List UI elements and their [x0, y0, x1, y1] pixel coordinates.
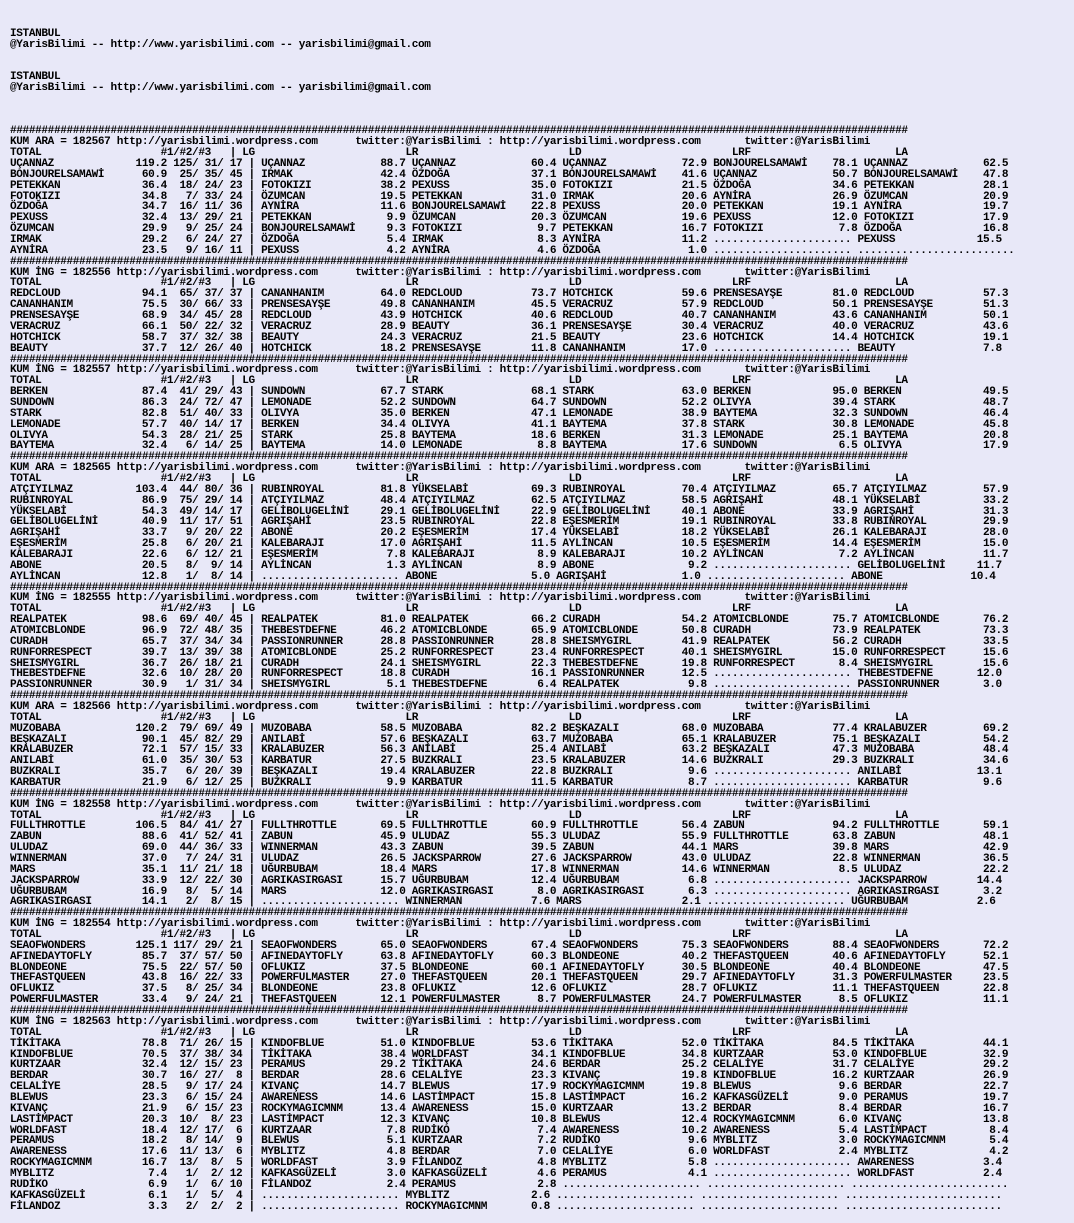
- report-line: IRMAK 29.2 6/ 24/ 27 | ÖZDOĞA 5.4 IRMAK 8.3 AYNİRA 11.2 ...................... PEXUSS 15.5: [10, 234, 1002, 247]
- report-line: ###############################################################################################################################################: [10, 581, 908, 594]
- report-line: UĞURBUBAM 16.9 8/ 5/ 14 | MARS 12.0 AGRIKASIRGASI 8.0 AGRIKASIRGASI 6.3 ...................... AGRIKASIRGASI 3.2: [10, 885, 1002, 898]
- report-line: AGRIŞAHİ 33.7 9/ 20/ 22 | ABONE 20.2 EŞESMERİM 17.4 YÜKSELABİ 18.2 YÜKSELABİ 26.1 KALEBARAJI 28.0: [10, 527, 1009, 540]
- race-tables: [10, 126, 1074, 1212]
- report-line: BERKEN 87.4 41/ 29/ 43 | SUNDOWN 67.7 STARK 68.1 STARK 63.0 BERKEN 95.0 BERKEN 49.5: [10, 386, 1009, 399]
- report-line: KINDOFBLUE 70.5 37/ 38/ 34 | TİKİTAKA 38.4 WORLDFAST 34.1 KINDOFBLUE 34.8 KURTZAAR 53.0 KINDOFBLUE 32.9: [10, 1048, 1009, 1061]
- report-line: CELALİYE 28.5 9/ 17/ 24 | KIVANÇ 14.7 BLEWUS 17.9 ROCKYMAGICMNM 19.8 BLEWUS 9.6 BERDAR 22.7: [10, 1081, 1009, 1094]
- report-line: BLEWUS 23.3 6/ 15/ 24 | AWARENESS 14.6 LASTİMPACT 15.8 LASTİMPACT 16.2 KAFKASGÜZELİ 9.0 PERAMUS 19.7: [10, 1091, 1009, 1104]
- report-line: PERAMUS 18.2 8/ 14/ 9 | BLEWUS 5.1 KURTZAAR 7.2 RUDİKO 9.6 MYBLITZ 3.0 ROCKYMAGICMNM 5.4: [10, 1135, 1009, 1148]
- report-line: AWARENESS 17.6 11/ 13/ 6 | MYBLITZ 4.8 BERDAR 7.0 CELALİYE 6.0 WORLDFAST 2.4 MYBLITZ 4.2: [10, 1146, 1009, 1159]
- report-line: TOTAL #1/#2/#3 | LG LR LD LRF LA: [10, 147, 908, 160]
- report-line: TOTAL #1/#2/#3 | LG LR LD LRF LA: [10, 1026, 908, 1039]
- report-line: BLONDEONE 75.5 22/ 57/ 50 | OFLUKIZ 37.5 BLONDEONE 60.1 AFINEDAYTOFLY 30.5 BLONDEONE 40.4 BLONDEONE 47.5: [10, 961, 1009, 974]
- report-line: BUZKRALI 35.7 6/ 20/ 39 | BEŞKAZALI 19.4 KRALABUZER 22.8 BUZKRALI 9.6 ...................... ANILABİ 13.1: [10, 766, 1002, 779]
- header-line: [10, 94, 1074, 105]
- report-line: HOTCHICK 58.7 37/ 32/ 38 | BEAUTY 24.3 VERACRUZ 21.5 BEAUTY 23.6 HOTCHICK 14.4 HOTCHICK 19.1: [10, 331, 1009, 344]
- report-line: MYBLITZ 7.4 1/ 2/ 12 | KAFKASGÜZELİ 3.0 KAFKASGÜZELİ 4.6 PERAMUS 4.1 ...................... WORLDFAST 2.4: [10, 1167, 1002, 1180]
- report-line: FİLANDOZ 3.3 2/ 2/ 2 | ...................... ROCKYMAGICMNM 0.8 ...................... ...................... .........................: [10, 1200, 1002, 1213]
- header-line: [10, 50, 1074, 61]
- report-line: TOTAL #1/#2/#3 | LG LR LD LRF LA: [10, 472, 908, 485]
- header-line: ISTANBUL: [10, 27, 61, 40]
- header-line: @YarisBilimi -- http://www.yarisbilimi.com -- yarisbilimi@gmail.com: [10, 82, 431, 95]
- report-line: ATOMICBLONDE 96.9 72/ 48/ 35 | THEBESTDEFNE 46.2 ATOMICBLONDE 65.9 ATOMICBLONDE 50.8 CURADH 73.9 REALPATEK 73.3: [10, 624, 1009, 637]
- report-line: THEBESTDEFNE 32.6 10/ 28/ 20 | RUNFORRESPECT 18.8 CURADH 16.1 PASSIONRUNNER 12.5 ...................... THEBESTDEFNE 12.0: [10, 668, 1002, 681]
- report-line: JACKSPARROW 33.9 12/ 22/ 30 | AGRIKASIRGASI 15.7 UĞURBUBAM 12.4 UĞURBUBAM 6.8 ...................... JACKSPARROW 14.4: [10, 874, 1002, 887]
- report-line: KUM İNG = 182557 http://yarisbilimi.wordpress.com twitter:@YarisBilimi : http://yarisbilimi.wordpress.com twitter:@YarisBilimi: [10, 364, 870, 377]
- report-line: OFLUKIZ 37.5 8/ 25/ 34 | BLONDEONE 23.8 OFLUKIZ 12.6 OFLUKIZ 28.7 OFLUKIZ 11.1 THEFASTQUEEN 22.8: [10, 983, 1009, 996]
- report-line: TİKİTAKA 78.8 71/ 26/ 15 | KINDOFBLUE 51.0 KINDOFBLUE 53.6 TİKİTAKA 52.0 TİKİTAKA 84.5 TİKİTAKA 44.1: [10, 1037, 1009, 1050]
- page-header: [10, 29, 1074, 105]
- report-line: REALPATEK 98.6 69/ 40/ 45 | REALPATEK 81.0 REALPATEK 66.2 CURADH 54.2 ATOMICBLONDE 75.7 ATOMICBLONDE 76.2: [10, 614, 1009, 627]
- report-line: PEXUSS 32.4 13/ 29/ 21 | PETEKKAN 9.9 ÖZUMCAN 20.3 ÖZUMCAN 19.6 PEXUSS 12.0 FOTOKIZI 17.9: [10, 212, 1009, 225]
- header-line: [10, 61, 1074, 72]
- report-line: ROCKYMAGICMNM 16.7 13/ 8/ 5 | WORLDFAST 3.9 FİLANDOZ 4.8 MYBLITZ 5.8 ...................... AWARENESS 3.4: [10, 1157, 1002, 1170]
- report-line: WORLDFAST 18.4 12/ 17/ 6 | KURTZAAR 7.8 RUDİKO 7.4 AWARENESS 10.2 AWARENESS 5.4 LASTİMPACT 8.4: [10, 1124, 1009, 1137]
- report-line: RUBINROYAL 86.9 75/ 29/ 14 | ATÇIYILMAZ 48.4 ATÇIYILMAZ 62.5 ATÇIYILMAZ 58.5 AGRIŞAHİ 48.1 YÜKSELABİ 33.2: [10, 494, 1009, 507]
- report-line: THEFASTQUEEN 43.8 16/ 22/ 33 | POWERFULMASTER 27.0 THEFASTQUEEN 20.1 THEFASTQUEEN 29.7 AFINEDAYTOFLY 31.3 POWERFULMASTER 23.5: [10, 972, 1009, 985]
- report-line: AGRIKASIRGASI 14.1 2/ 8/ 15 | ...................... WINNERMAN 7.6 MARS 2.1 ...................... UĞURBUBAM 2.6: [10, 896, 996, 909]
- report-line: AYLİNCAN 12.8 1/ 8/ 14 | ...................... ABONE 5.0 AGRIŞAHİ 1.0 ...................... ABONE 10.4: [10, 570, 996, 583]
- report-line: BONJOURELSAMAWİ 60.9 25/ 35/ 45 | IRMAK 42.4 ÖZDOĞA 37.1 BONJOURELSAMAWİ 41.6 UÇANNAZ 50.7 BONJOURELSAMAWİ 47.8: [10, 168, 1009, 181]
- report-line: PETEKKAN 36.4 18/ 24/ 23 | FOTOKIZI 38.2 PEXUSS 35.0 FOTOKIZI 21.5 ÖZDOĞA 34.6 PETEKKAN 28.1: [10, 179, 1009, 192]
- report-line: KUM İNG = 182558 http://yarisbilimi.wordpress.com twitter:@YarisBilimi : http://yarisbilimi.wordpress.com twitter:@YarisBilimi: [10, 798, 870, 811]
- report-line: BEŞKAZALI 90.1 45/ 82/ 29 | ANILABİ 57.6 BEŞKAZALI 63.7 MUZOBABA 65.1 KRALABUZER 75.1 BEŞKAZALI 54.2: [10, 733, 1009, 746]
- report-line: CANANHANIM 75.5 30/ 66/ 33 | PRENSESAYŞE 49.8 CANANHANIM 45.5 VERACRUZ 57.9 REDCLOUD 50.1 PRENSESAYŞE 51.3: [10, 299, 1009, 312]
- report-line: GELİBOLUGELİNİ 40.9 11/ 17/ 51 | AGRIŞAHİ 23.5 RUBINROYAL 22.8 EŞESMERİM 19.1 RUBINROYAL 33.8 RUBINROYAL 29.9: [10, 516, 1009, 529]
- report-line: BAYTEMA 32.4 6/ 14/ 25 | BAYTEMA 14.0 LEMONADE 8.8 BAYTEMA 17.6 SUNDOWN 6.5 OLIVYA 17.9: [10, 440, 1009, 453]
- report-line: WINNERMAN 37.0 7/ 24/ 31 | ULUDAZ 26.5 JACKSPARROW 27.6 JACKSPARROW 43.0 ULUDAZ 22.8 WINNERMAN 36.5: [10, 853, 1009, 866]
- report-line: VERACRUZ 66.1 50/ 22/ 32 | VERACRUZ 28.9 BEAUTY 36.1 PRENSESAYŞE 30.4 VERACRUZ 40.0 VERACRUZ 43.6: [10, 320, 1009, 333]
- report-line: SHEISMYGIRL 36.7 26/ 18/ 21 | CURADH 24.1 SHEISMYGIRL 22.3 THEBESTDEFNE 19.8 RUNFORRESPECT 8.4 SHEISMYGIRL 15.6: [10, 657, 1009, 670]
- report-line: POWERFULMASTER 33.4 9/ 24/ 21 | THEFASTQUEEN 12.1 POWERFULMASTER 8.7 POWERFULMASTER 24.7 POWERFULMASTER 8.5 OFLUKIZ 11.1: [10, 994, 1009, 1007]
- report-line: TOTAL #1/#2/#3 | LG LR LD LRF LA: [10, 809, 908, 822]
- report-line: KUM ARA = 182565 http://yarisbilimi.wordpress.com twitter:@YarisBilimi : http://yarisbilimi.wordpress.com twitter:@YarisBilimi: [10, 462, 870, 475]
- report-line: ÖZDOĞA 34.7 16/ 11/ 36 | AYNİRA 11.6 BONJOURELSAMAWİ 22.8 PEXUSS 20.0 PETEKKAN 19.1 AYNİRA 19.7: [10, 201, 1009, 214]
- report-line: ###############################################################################################################################################: [10, 1005, 908, 1018]
- report-line: ABONE 20.5 8/ 9/ 14 | AYLİNCAN 1.3 AYLİNCAN 8.9 ABONE 9.2 ...................... GELİBOLUGELİNİ 11.7: [10, 559, 1002, 572]
- report-line: PASSIONRUNNER 30.9 1/ 31/ 34 | SHEISMYGIRL 5.1 THEBESTDEFNE 6.4 REALPATEK 9.8 ...................... PASSIONRUNNER 3.0: [10, 679, 1002, 692]
- report-line: REDCLOUD 94.1 65/ 37/ 37 | CANANHANIM 64.0 REDCLOUD 73.7 HOTCHICK 59.6 PRENSESAYŞE 81.0 REDCLOUD 57.3: [10, 288, 1009, 301]
- report-line: SEAOFWONDERS 125.1 117/ 29/ 21 | SEAOFWONDERS 65.0 SEAOFWONDERS 67.4 SEAOFWONDERS 75.3 SEAOFWONDERS 88.4 SEAOFWONDERS 72.2: [10, 939, 1009, 952]
- report-line: RUNFORRESPECT 39.7 13/ 39/ 38 | ATOMICBLONDE 25.2 RUNFORRESPECT 23.4 RUNFORRESPECT 40.1 SHEISMYGIRL 15.0 RUNFORRESPECT 15.6: [10, 646, 1009, 659]
- report-line: OLIVYA 54.3 28/ 21/ 25 | STARK 25.8 BAYTEMA 18.6 BERKEN 31.3 LEMONADE 25.1 BAYTEMA 20.8: [10, 429, 1009, 442]
- report-line: ZABUN 88.6 41/ 52/ 41 | ZABUN 45.9 ULUDAZ 55.3 ULUDAZ 55.9 FULLTHROTTLE 63.8 ZABUN 48.1: [10, 831, 1009, 844]
- report-line: LASTİMPACT 20.3 10/ 8/ 23 | LASTİMPACT 12.3 KIVANÇ 10.8 BLEWUS 12.4 ROCKYMAGICMNM 6.0 KIVANÇ 13.8: [10, 1113, 1009, 1126]
- report-line: CURADH 65.7 37/ 34/ 34 | PASSIONRUNNER 28.8 PASSIONRUNNER 28.8 SHEISMYGIRL 41.9 REALPATEK 56.2 CURADH 33.5: [10, 635, 1009, 648]
- report-line: AFINEDAYTOFLY 85.7 37/ 57/ 50 | AFINEDAYTOFLY 63.8 AFINEDAYTOFLY 60.3 BLONDEONE 40.2 THEFASTQUEEN 40.6 AFINEDAYTOFLY 52.1: [10, 950, 1009, 963]
- report-line: KUM İNG = 182554 http://yarisbilimi.wordpress.com twitter:@YarisBilimi : http://yarisbilimi.wordpress.com twitter:@YarisBilimi: [10, 918, 870, 931]
- report-line: KARBATUR 21.9 6/ 12/ 25 | BUZKRALI 9.9 KARBATUR 11.5 KARBATUR 8.7 ...................... KARBATUR 9.6: [10, 777, 1002, 790]
- report-line: ###############################################################################################################################################: [10, 353, 908, 366]
- report-line: ATÇIYILMAZ 103.4 44/ 80/ 36 | RUBINROYAL 81.8 YÜKSELABİ 69.3 RUBINROYAL 70.4 ATÇIYILMAZ 65.7 ATÇIYILMAZ 57.9: [10, 483, 1009, 496]
- report-line: KUM ARA = 182566 http://yarisbilimi.wordpress.com twitter:@YarisBilimi : http://yarisbilimi.wordpress.com twitter:@YarisBilimi: [10, 701, 870, 713]
- report-line: KAFKASGÜZELİ 6.1 1/ 5/ 4 | ...................... MYBLITZ 2.6 ...................... ...................... .........................: [10, 1189, 1002, 1202]
- report-line: ÖZUMCAN 29.9 9/ 25/ 24 | BONJOURELSAMAWİ 9.3 FOTOKIZI 9.7 PETEKKAN 16.7 FOTOKIZI 7.8 ÖZDOĞA 16.8: [10, 223, 1009, 236]
- report-line: TOTAL #1/#2/#3 | LG LR LD LRF LA: [10, 929, 908, 942]
- report-line: BERDAR 30.7 16/ 27/ 8 | BERDAR 28.6 CELALİYE 23.3 KIVANÇ 19.8 KINDOFBLUE 16.2 KURTZAAR 26.9: [10, 1070, 1009, 1083]
- report-line: ###############################################################################################################################################: [10, 255, 908, 268]
- report-line: YÜKSELABİ 54.3 49/ 14/ 17 | GELİBOLUGELİNİ 29.1 GELİBOLUGELİNİ 22.9 GELİBOLUGELİNİ 40.1 ABONE 33.9 AGRIŞAHİ 31.3: [10, 505, 1009, 518]
- report-line: MARS 35.1 11/ 21/ 18 | UĞURBUBAM 18.4 MARS 17.8 WINNERMAN 14.6 WINNERMAN 8.5 ULUDAZ 22.2: [10, 863, 1009, 876]
- report-line: KURTZAAR 32.4 12/ 15/ 23 | PERAMUS 29.2 TİKİTAKA 24.6 BERDAR 25.2 CELALİYE 31.7 CELALİYE 29.2: [10, 1059, 1009, 1072]
- header-line: ISTANBUL: [10, 71, 61, 84]
- report-line: FOTOKIZI 34.8 7/ 33/ 24 | ÖZUMCAN 19.5 PETEKKAN 31.0 IRMAK 20.6 AYNİRA 26.9 ÖZUMCAN 20.9: [10, 190, 1009, 203]
- report-line: UÇANNAZ 119.2 125/ 31/ 17 | UÇANNAZ 88.7 UÇANNAZ 60.4 UÇANNAZ 72.9 BONJOURELSAMAWİ 78.1 UÇANNAZ 62.5: [10, 158, 1009, 171]
- report-line: KRALABUZER 72.1 57/ 15/ 33 | KRALABUZER 56.3 ANILABİ 25.4 ANILABİ 63.2 BEŞKAZALI 47.3 MUZOBABA 48.4: [10, 744, 1009, 757]
- report-line: KUM ARA = 182567 http://yarisbilimi.wordpress.com twitter:@YarisBilimi : http://yarisbilimi.wordpress.com twitter:@YarisBilimi: [10, 136, 870, 149]
- report-line: EŞESMERİM 25.8 6/ 20/ 21 | KALEBARAJI 17.0 AGRIŞAHİ 11.5 AYLİNCAN 10.5 EŞESMERİM 14.4 EŞESMERİM 15.0: [10, 538, 1009, 551]
- header-line: @YarisBilimi -- http://www.yarisbilimi.com -- yarisbilimi@gmail.com: [10, 38, 431, 51]
- report-line: KALEBARAJI 22.6 6/ 12/ 21 | EŞESMERİM 7.8 KALEBARAJI 8.9 KALEBARAJI 10.2 AYLİNCAN 7.2 AYLİNCAN 11.7: [10, 548, 1009, 561]
- report-line: ANILABİ 61.0 35/ 30/ 53 | KARBATUR 27.5 BUZKRALI 23.5 KRALABUZER 14.6 BUZKRALI 29.3 BUZKRALI 34.6: [10, 755, 1009, 768]
- report-line: KUM İNG = 182556 http://yarisbilimi.wordpress.com twitter:@YarisBilimi : http://yarisbilimi.wordpress.com twitter:@YarisBilimi: [10, 266, 870, 279]
- report-line: TOTAL #1/#2/#3 | LG LR LD LRF LA: [10, 375, 908, 388]
- report-line: LEMONADE 57.7 40/ 14/ 17 | BERKEN 34.4 OLIVYA 41.1 BAYTEMA 37.8 STARK 30.8 LEMONADE 45.8: [10, 418, 1009, 431]
- report-line: BEAUTY 37.7 12/ 26/ 40 | HOTCHICK 18.2 PRENSESAYŞE 11.8 CANANHANIM 17.0 ...................... BEAUTY 7.8: [10, 342, 1002, 355]
- report-line: ###############################################################################################################################################: [10, 451, 908, 464]
- report-line: PRENSESAYŞE 68.9 34/ 45/ 28 | REDCLOUD 43.9 HOTCHICK 40.6 REDCLOUD 40.7 CANANHANIM 43.6 CANANHANIM 50.1: [10, 310, 1009, 323]
- report-line: KIVANÇ 21.9 6/ 15/ 23 | ROCKYMAGICMNM 13.4 AWARENESS 15.0 KURTZAAR 13.2 BERDAR 8.4 BERDAR 16.7: [10, 1102, 1009, 1115]
- report-line: TOTAL #1/#2/#3 | LG LR LD LRF LA: [10, 711, 908, 724]
- report-line: SUNDOWN 86.3 24/ 72/ 47 | LEMONADE 52.2 SUNDOWN 64.7 SUNDOWN 52.2 OLIVYA 39.4 STARK 48.7: [10, 396, 1009, 409]
- report-line: TOTAL #1/#2/#3 | LG LR LD LRF LA: [10, 277, 908, 290]
- report-line: KUM İNG = 182563 http://yarisbilimi.wordpress.com twitter:@YarisBilimi : http://yarisbilimi.wordpress.com twitter:@YarisBilimi: [10, 1015, 870, 1028]
- report-line: ###############################################################################################################################################: [10, 125, 908, 138]
- report-line: STARK 82.8 51/ 40/ 33 | OLIVYA 35.0 BERKEN 47.1 LEMONADE 38.9 BAYTEMA 32.3 SUNDOWN 46.4: [10, 407, 1009, 420]
- report-line: KUM İNG = 182555 http://yarisbilimi.wordpress.com twitter:@YarisBilimi : http://yarisbilimi.wordpress.com twitter:@YarisBilimi: [10, 592, 870, 605]
- report-line: ###############################################################################################################################################: [10, 907, 908, 920]
- report-line: MUZOBABA 120.2 79/ 69/ 49 | MUZOBABA 58.5 MUZOBABA 82.2 BEŞKAZALI 68.0 MUZOBABA 77.4 KRALABUZER 69.2: [10, 722, 1009, 735]
- report-line: ###############################################################################################################################################: [10, 690, 908, 703]
- report-line: ULUDAZ 69.0 44/ 36/ 33 | WINNERMAN 43.3 ZABUN 39.5 ZABUN 44.1 MARS 39.8 MARS 42.9: [10, 842, 1009, 855]
- report-line: RUDİKO 6.9 1/ 6/ 10 | FİLANDOZ 2.4 PERAMUS 2.8 ...................... ...................... .........................: [10, 1178, 1009, 1191]
- report-line: AYNİRA 23.5 9/ 16/ 11 | PEXUSS 4.2 AYNİRA 4.6 ÖZDOĞA 1.0 ...................... .........................: [10, 244, 1015, 257]
- report-line: TOTAL #1/#2/#3 | LG LR LD LRF LA: [10, 603, 908, 616]
- report-line: FULLTHROTTLE 106.5 84/ 41/ 27 | FULLTHROTTLE 69.5 FULLTHROTTLE 60.9 FULLTHROTTLE 56.4 ZABUN 94.2 FULLTHROTTLE 59.1: [10, 820, 1009, 833]
- report-line: ###############################################################################################################################################: [10, 787, 908, 800]
